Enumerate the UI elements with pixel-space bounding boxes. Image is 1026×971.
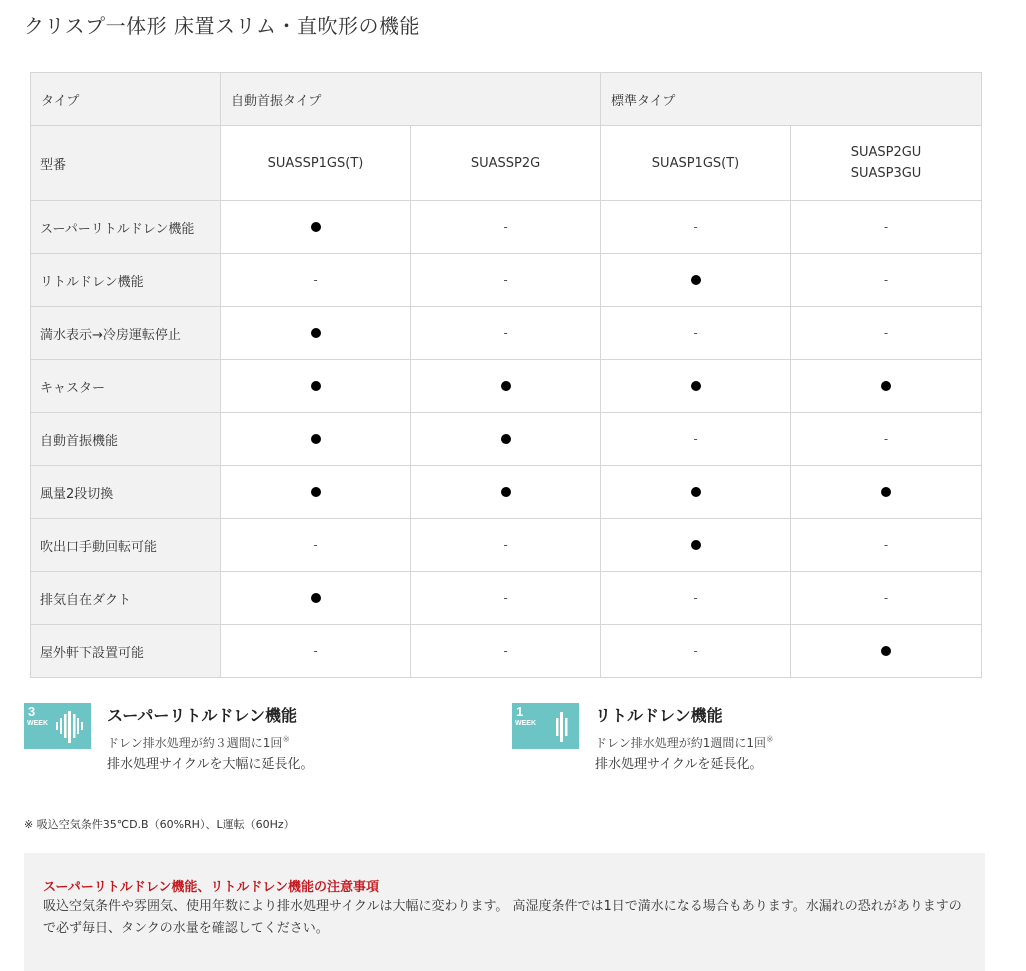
not-available-dash: - [883, 272, 889, 287]
not-available-dash: - [503, 643, 508, 658]
available-dot-icon [691, 275, 701, 285]
value-cell [411, 254, 601, 307]
not-available-dash: - [693, 590, 698, 605]
type-label: タイプ [31, 73, 221, 126]
row-label: 風量2段切換 [31, 466, 221, 519]
value-cell [791, 201, 982, 254]
feature-desc-2: 排水処理サイクルを延長化。 [595, 757, 763, 772]
model-label: 型番 [31, 126, 221, 201]
value-cell [791, 466, 982, 519]
value-cell [411, 360, 601, 413]
footnote: ※ 吸込空気条件35℃D.B（60%RH）、L運転（60Hz） [24, 818, 295, 831]
value-cell [601, 625, 791, 678]
not-available-dash: - [883, 431, 889, 446]
feature-title: スーパーリトルドレン機能 [107, 706, 298, 725]
feature-row [31, 413, 982, 466]
available-dot-icon [501, 434, 511, 444]
value-cell [411, 625, 601, 678]
model-cell [411, 126, 601, 201]
available-dot-icon [691, 381, 701, 391]
value-cell [221, 519, 411, 572]
row-label: 排気自在ダクト [31, 572, 221, 625]
one-week-badge-icon [512, 703, 579, 749]
badge-week: WEEK [27, 720, 48, 727]
value-cell [221, 307, 411, 360]
model-name: SUASP3GU [850, 166, 922, 181]
page-title: クリスプ一体形 床置スリム・直吹形の機能 [24, 14, 420, 38]
value-cell [791, 360, 982, 413]
available-dot-icon [311, 593, 321, 603]
value-cell [411, 466, 601, 519]
badge-number: 3 [28, 704, 36, 719]
type-standard: 標準タイプ [601, 73, 982, 126]
model-name: SUASP1GS(T) [651, 155, 740, 171]
available-dot-icon [311, 487, 321, 497]
value-cell [411, 413, 601, 466]
value-cell [601, 201, 791, 254]
value-cell [221, 254, 411, 307]
model-cell [221, 126, 411, 201]
row-label: 吹出口手動回転可能 [31, 519, 221, 572]
not-available-dash: - [503, 325, 508, 340]
not-available-dash: - [503, 219, 508, 234]
model-cell [601, 126, 791, 201]
feature-row [31, 254, 982, 307]
value-cell [221, 201, 411, 254]
row-label: リトルドレン機能 [31, 254, 221, 307]
not-available-dash: - [503, 272, 508, 287]
not-available-dash: - [693, 219, 698, 234]
value-cell [791, 572, 982, 625]
caution-body: 吸込空気条件や雰囲気、使用年数により排水処理サイクルは大幅に変わります。 高湿度条件では1日で満水になる場合もあります。水漏れの恐れがありますので必ず毎日、タンクの水量を確認してください。 [43, 899, 962, 936]
value-cell [791, 413, 982, 466]
model-cell [791, 126, 982, 201]
value-cell [791, 519, 982, 572]
model-name: SUASSP1GS(T) [267, 155, 364, 171]
not-available-dash: - [693, 431, 698, 446]
not-available-dash: - [313, 272, 318, 287]
caution-box [24, 853, 985, 971]
caution-title: スーパーリトルドレン機能、リトルドレン機能の注意事項 [43, 880, 380, 895]
value-cell [221, 466, 411, 519]
not-available-dash: - [883, 537, 889, 552]
available-dot-icon [881, 381, 891, 391]
badge-week: WEEK [515, 720, 536, 727]
badge-number: 1 [516, 704, 524, 719]
row-label: 満水表示→冷房運転停止 [31, 307, 221, 360]
row-label: 自動首振機能 [31, 413, 221, 466]
feature-desc-2: 排水処理サイクルを大幅に延長化。 [107, 757, 314, 772]
feature-row [31, 360, 982, 413]
value-cell [411, 201, 601, 254]
model-name: SUASP2GU [850, 145, 922, 160]
not-available-dash: - [883, 590, 889, 605]
not-available-dash: - [883, 325, 889, 340]
row-label: キャスター [31, 360, 221, 413]
not-available-dash: - [883, 219, 889, 234]
value-cell [411, 572, 601, 625]
feature-row [31, 572, 982, 625]
available-dot-icon [881, 646, 891, 656]
feature-row [31, 519, 982, 572]
available-dot-icon [881, 487, 891, 497]
value-cell [221, 360, 411, 413]
available-dot-icon [311, 434, 321, 444]
row-label: スーパーリトルドレン機能 [31, 201, 221, 254]
available-dot-icon [501, 381, 511, 391]
feature-row [31, 201, 982, 254]
not-available-dash: - [693, 325, 698, 340]
value-cell [221, 625, 411, 678]
available-dot-icon [311, 381, 321, 391]
footnote-mark: ※ [282, 735, 290, 745]
feature-row [31, 307, 982, 360]
value-cell [791, 625, 982, 678]
value-cell [601, 360, 791, 413]
value-cell [601, 466, 791, 519]
value-cell [601, 519, 791, 572]
available-dot-icon [311, 222, 321, 232]
available-dot-icon [311, 328, 321, 338]
value-cell [411, 307, 601, 360]
feature-desc-text: ドレン排水処理が約1週間に1回 [595, 736, 766, 750]
value-cell [791, 307, 982, 360]
spec-table [30, 72, 982, 678]
feature-title: リトルドレン機能 [595, 706, 723, 725]
footnote-mark: ※ [765, 735, 774, 745]
feature-row [31, 466, 982, 519]
available-dot-icon [691, 487, 701, 497]
model-row [31, 126, 982, 201]
not-available-dash: - [693, 643, 698, 658]
value-cell [601, 307, 791, 360]
three-week-badge-icon [24, 703, 91, 749]
type-row [31, 73, 982, 126]
feature-desc [107, 734, 290, 751]
value-cell [601, 254, 791, 307]
value-cell [411, 519, 601, 572]
available-dot-icon [501, 487, 511, 497]
feature-row [31, 625, 982, 678]
value-cell [221, 413, 411, 466]
value-cell [601, 572, 791, 625]
not-available-dash: - [313, 537, 318, 552]
model-name: SUASSP2G [470, 155, 541, 171]
not-available-dash: - [503, 590, 508, 605]
available-dot-icon [691, 540, 701, 550]
not-available-dash: - [503, 537, 508, 552]
type-auto-swing: 自動首振タイプ [221, 73, 601, 126]
feature-desc-text: ドレン排水処理が約３週間に1回 [107, 736, 283, 750]
feature-desc [595, 734, 774, 751]
value-cell [221, 572, 411, 625]
row-label: 屋外軒下設置可能 [31, 625, 221, 678]
value-cell [791, 254, 982, 307]
value-cell [601, 413, 791, 466]
not-available-dash: - [313, 643, 318, 658]
